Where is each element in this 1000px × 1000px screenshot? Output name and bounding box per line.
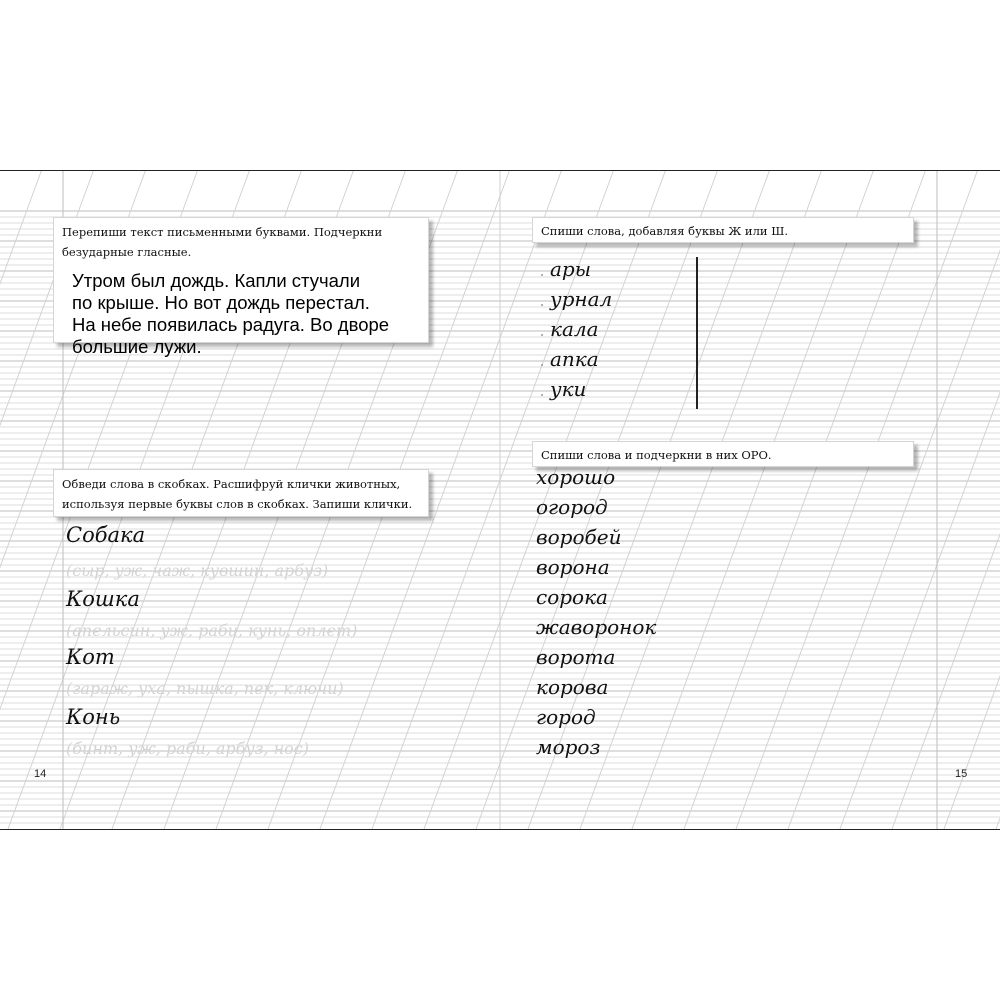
task1-box [53,217,429,357]
slant-line [996,171,1000,829]
task2-word: Кот [66,645,115,669]
gap-dot [541,394,543,396]
task1-text-line: по крыше. Но вот дождь перестал. [72,292,370,313]
task2-box [53,469,429,517]
slant-line [632,171,873,829]
task3-word: урнал [550,287,613,311]
slant-line [580,171,821,829]
task4-word: город [536,705,596,729]
task2-hint: (сыр, уж, чаж, кувшин, арбуз) [66,561,329,580]
task4-word: мороз [536,735,601,759]
task2-word: Конь [66,705,121,729]
task4-word: хорошо [536,465,616,489]
task2-hint: (апельсин, уж, раби, кунь, оплет) [66,621,358,640]
page-number-right: 15 [955,768,968,780]
slant-line [0,171,41,829]
slant-line [684,171,925,829]
task4-word: сорока [536,585,608,609]
task1-instruction: Перепиши текст письменными буквами. Подчеркни безударные гласные. [62,225,383,259]
task4-word: ворона [536,555,610,579]
task1-text-line: На небе появилась радуга. Во дворе [72,314,390,335]
task1-text-line: большие лужи. [72,336,202,357]
task3-divider [696,257,698,409]
book-spread [0,170,1000,830]
gap-dot [541,274,543,276]
task4-word: жаворонок [536,615,657,639]
task4-word: корова [536,675,609,699]
slant-line [736,171,977,829]
task4-instruction: Спиши слова и подчеркни в них ОРО. [541,448,772,462]
task2-instruction-line: Обведи слова в скобках. Расшифруй клички животных, [62,477,401,491]
task2-instruction-line: используя первые буквы слов в скобках. Запиши клички. [62,497,413,511]
task3-word: ары [550,257,592,281]
gap-dot [541,304,543,306]
slant-line [840,171,1000,829]
task1-text-line: Утром был дождь. Капли стучали [72,270,361,291]
task3-word: кала [550,317,599,341]
task2-word: Собака [66,523,146,547]
task3-instruction: Спиши слова, добавляя буквы Ж или Ш. [541,224,788,238]
slant-line [788,171,1000,829]
task4-word: ворота [536,645,616,669]
task2-hint: (бинт, уж, раби, арбуз, нос) [66,739,309,758]
task1-text [72,270,420,358]
task3-word: апка [550,347,599,371]
gap-dot [541,334,543,336]
task2-word: Кошка [66,587,140,611]
task3-box [532,217,914,243]
slant-line [944,171,1000,829]
task4-word: воробей [536,525,622,549]
task4-box [532,441,914,467]
task2-hint: (гараж, уха, пышка, пек, ключи) [66,679,344,698]
gap-dot [541,364,543,366]
page-number-left: 14 [34,768,47,780]
task4-word: огород [536,495,608,519]
task3-word: уки [550,377,587,401]
